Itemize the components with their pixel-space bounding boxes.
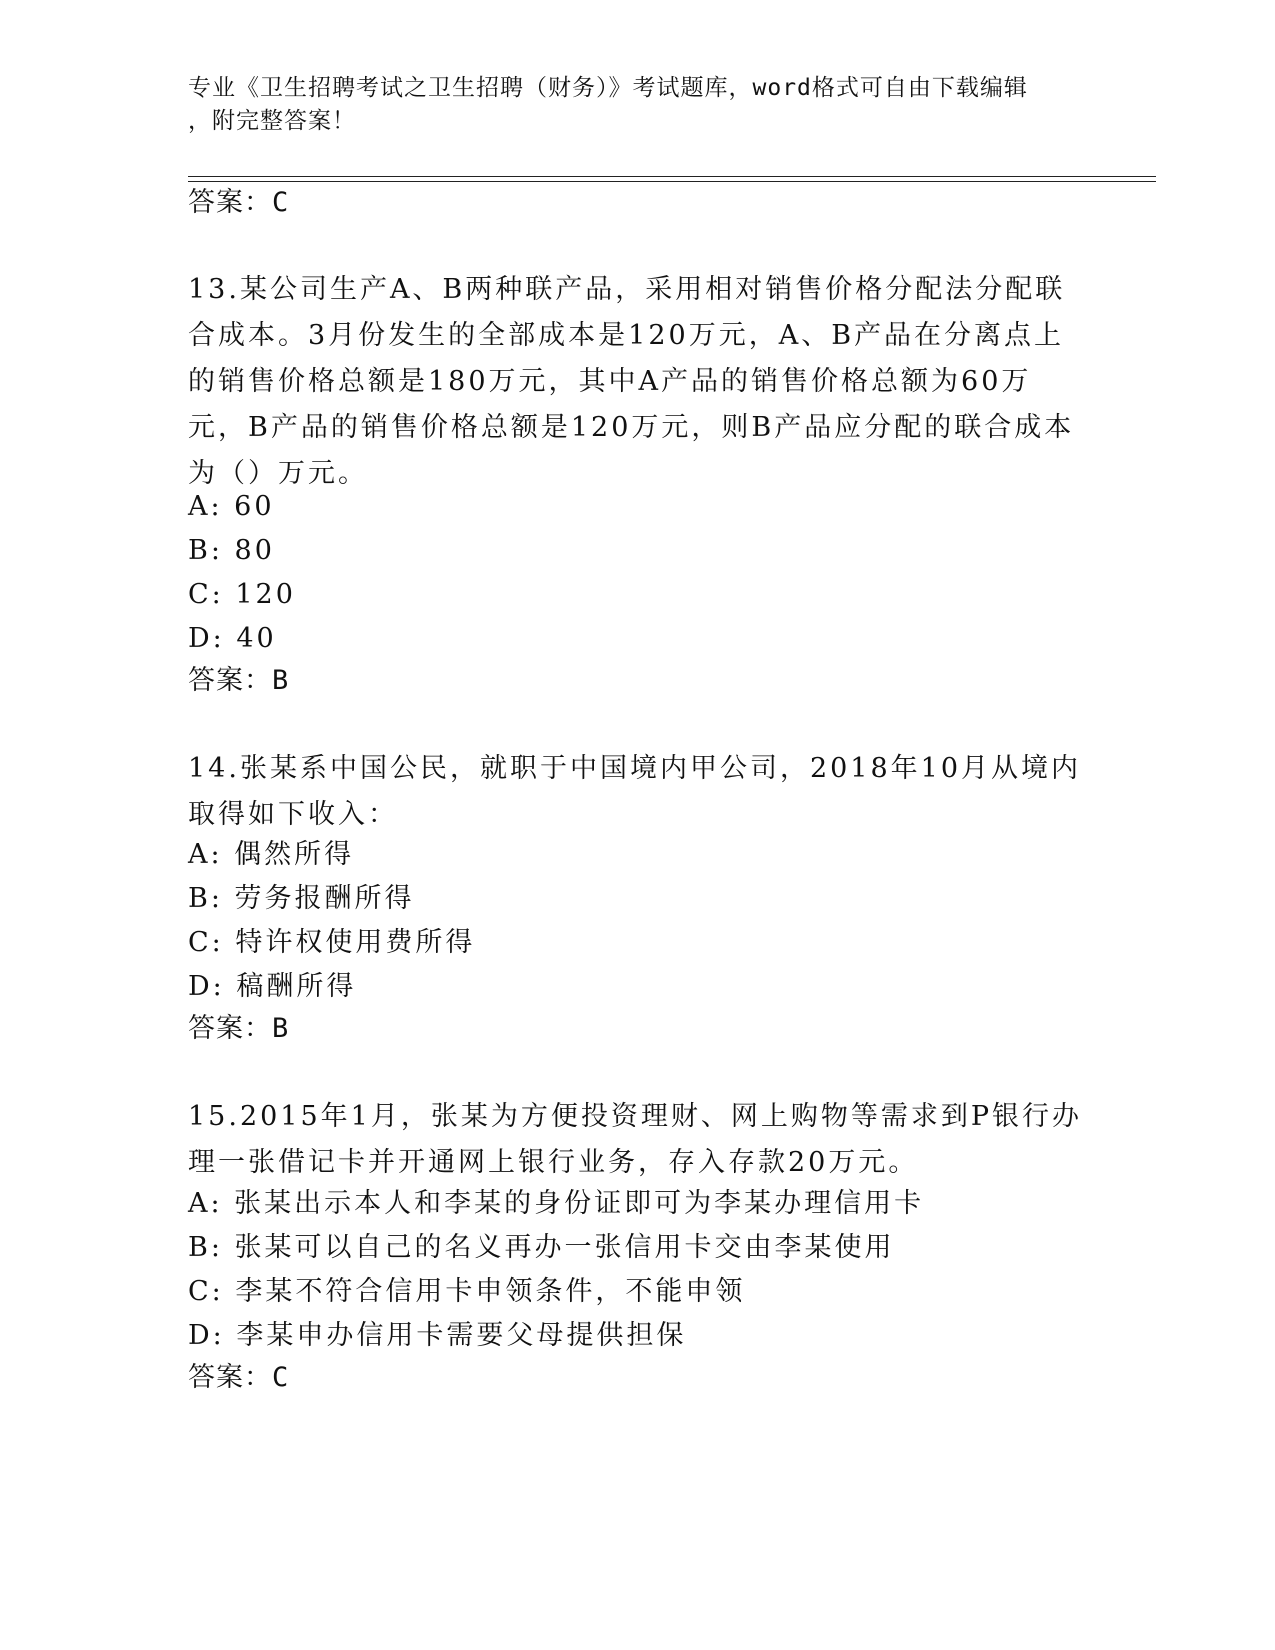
question-14-answer: 答案：B — [188, 1013, 290, 1044]
question-14-text: 14.张某系中国公民，就职于中国境内甲公司，2018年10月从境内取得如下收入： — [188, 753, 1082, 830]
question-15-answer: 答案：C — [188, 1362, 290, 1393]
question-13-option-a: A: 60 — [188, 491, 275, 522]
question-14-option-b: B: 劳务报酬所得 — [188, 883, 415, 914]
question-15-text: 15.2015年1月，张某为方便投资理财、网上购物等需求到P银行办理一张借记卡并开通网上银行业务，存入存款20万元。 — [188, 1101, 1082, 1178]
header-divider — [188, 176, 1156, 182]
answer-line: 答案：C — [188, 187, 290, 218]
question-13-option-b: B: 80 — [188, 535, 275, 566]
question-15-option-d: D: 李某申办信用卡需要父母提供担保 — [188, 1320, 687, 1351]
question-14-option-c: C: 特许权使用费所得 — [188, 927, 476, 958]
page-header: 专业《卫生招聘考试之卫生招聘（财务）》考试题库，word格式可自由下载编辑 ，附完整答案！ — [188, 75, 1028, 134]
question-15-option-b: B: 张某可以自己的名义再办一张信用卡交由李某使用 — [188, 1232, 895, 1263]
question-14-option-a: A: 偶然所得 — [188, 839, 355, 870]
question-13-option-c: C: 120 — [188, 579, 296, 610]
question-15-option-c: C: 李某不符合信用卡申领条件，不能申领 — [188, 1276, 746, 1307]
question-15-option-a: A: 张某出示本人和李某的身份证即可为李某办理信用卡 — [188, 1188, 925, 1219]
question-13-text: 13.某公司生产A、B两种联产品，采用相对销售价格分配法分配联合成本。3月份发生的全部成本是120万元，A、B产品在分离点上的销售价格总额是180万元，其中A产品的销售价格总额为60万元，B产品的销售价格总额是120万元，则B产品应分配的联合成本为（）万元。 — [188, 274, 1075, 489]
question-14-option-d: D: 稿酬所得 — [188, 971, 357, 1002]
question-13-option-d: D: 40 — [188, 623, 277, 654]
question-13-answer: 答案：B — [188, 665, 290, 696]
